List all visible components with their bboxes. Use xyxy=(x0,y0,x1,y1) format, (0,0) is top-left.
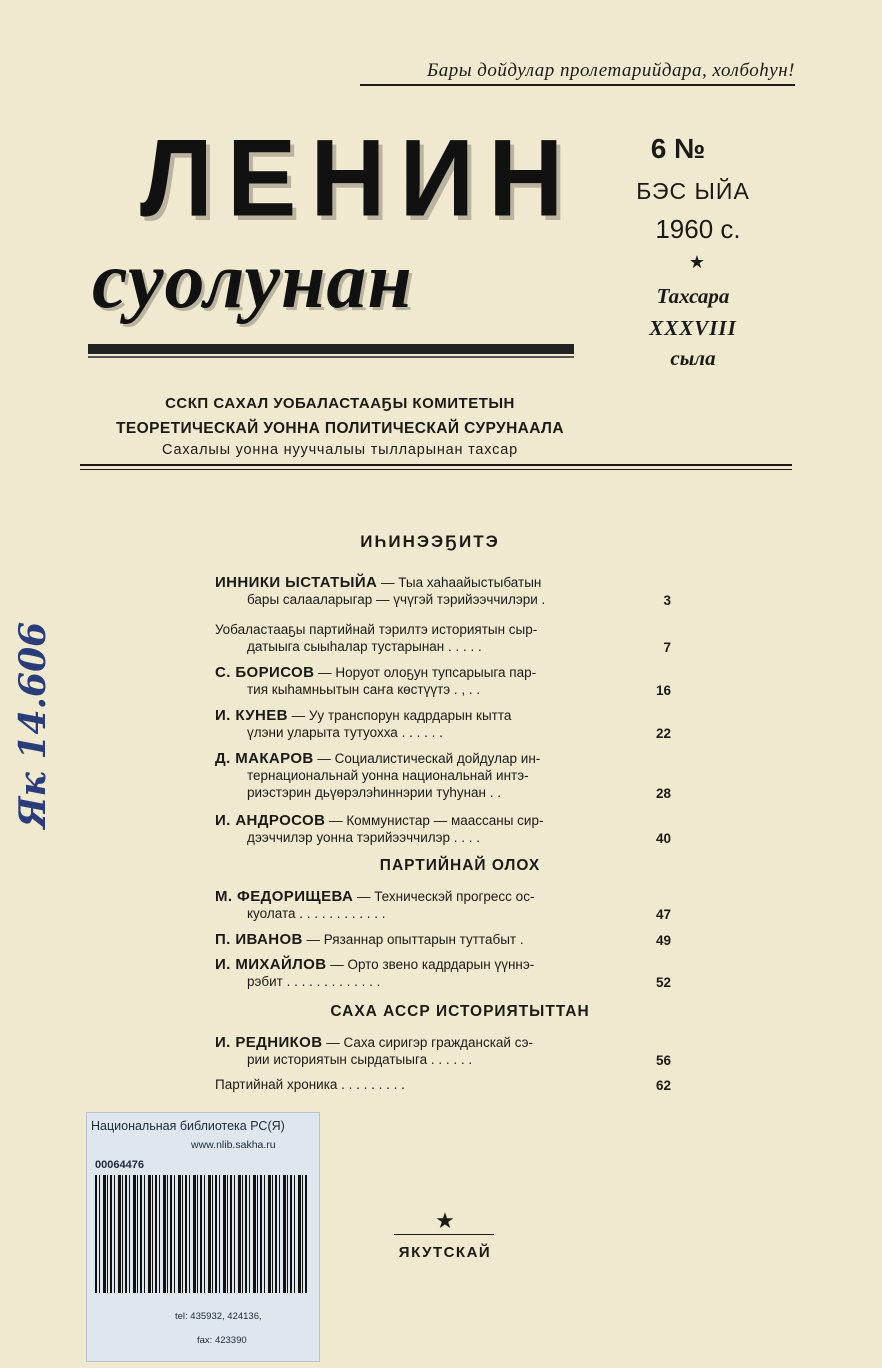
toc-item[interactable] xyxy=(215,750,675,801)
toc-text: тернациональнай уонна национальнай интэ- xyxy=(247,768,529,783)
issue-number: 6 № xyxy=(650,133,706,164)
inventory-code: 00064476 xyxy=(95,1159,144,1171)
footer-rule xyxy=(394,1234,494,1235)
toc-text: рэбит . . . . . . . . . . . . . xyxy=(247,974,381,989)
volume-unit: сыла xyxy=(670,346,716,370)
toc-page: 28 xyxy=(655,786,671,801)
masthead-rule xyxy=(88,344,574,354)
issue-year: 1960 с. xyxy=(655,214,741,244)
toc-author: П. ИВАНОВ xyxy=(215,931,303,948)
subtitle-line-3: Сахалыы уонна нууччалыы тылларынан тахсар xyxy=(162,442,518,458)
toc-item[interactable] xyxy=(215,574,675,608)
volume-label: Тахсара xyxy=(656,284,730,308)
section-heading: ПАРТИЙНАЙ ОЛОХ xyxy=(379,857,541,874)
toc-text: тия кыһамньытын саҥа көстүүтэ . , . . xyxy=(247,682,481,697)
call-number-stamp xyxy=(8,600,58,850)
toc-text: — Саха сиригэр гражданскай сэ- xyxy=(322,1035,534,1050)
toc-text: — Социалистическай дойдулар ин- xyxy=(313,751,541,766)
toc-author: И. РЕДНИКОВ xyxy=(215,1034,323,1051)
toc-text: — Уу транспорун кадрдарын кытта xyxy=(287,708,512,723)
toc-text: куолата . . . . . . . . . . . . xyxy=(247,906,386,921)
library-barcode-sticker xyxy=(86,1112,320,1362)
toc-page: 7 xyxy=(663,640,671,655)
toc-item[interactable] xyxy=(215,707,675,741)
toc-item[interactable] xyxy=(215,931,675,948)
toc-page: 62 xyxy=(655,1078,671,1093)
masthead-title-bottom: суолунан xyxy=(92,237,413,325)
barcode-icon xyxy=(95,1175,309,1293)
toc-item[interactable] xyxy=(215,956,675,990)
library-fax: fax: 423390 xyxy=(197,1335,247,1346)
toc-item[interactable] xyxy=(215,1034,675,1068)
toc-item[interactable] xyxy=(215,1076,675,1093)
toc-text: — Коммунистар — маассаны сир- xyxy=(325,813,544,828)
toc-item[interactable] xyxy=(215,621,675,655)
publisher-city: ЯКУТСКАЙ xyxy=(398,1244,492,1261)
masthead-rule-thin xyxy=(88,356,574,358)
toc-author: М. ФЕДОРИЩЕВА xyxy=(215,888,354,905)
call-number-text: Як 14.606 xyxy=(12,621,54,829)
toc-page: 16 xyxy=(655,683,671,698)
toc-author: И. АНДРОСОВ xyxy=(215,812,326,829)
header-divider xyxy=(80,464,792,466)
toc-text: Уобаластааҕы партийнай тэрилтэ историятын сыр- xyxy=(215,622,538,637)
toc-author: Д. МАКАРОВ xyxy=(215,750,314,767)
masthead-title-top: ЛЕНИН xyxy=(140,118,578,240)
toc-text: Партийнай хроника . . . . . . . . . xyxy=(215,1077,405,1092)
toc-text: — Норуот олоҕун тупсарыыга пар- xyxy=(314,665,537,680)
toc-author: С. БОРИСОВ xyxy=(215,664,315,681)
header-divider-thin xyxy=(80,469,792,470)
library-name: Национальная библиотека РС(Я) xyxy=(91,1119,285,1133)
toc-page: 22 xyxy=(655,726,671,741)
library-phone: tel: 435932, 424136, xyxy=(175,1311,262,1322)
toc-page: 56 xyxy=(655,1053,671,1068)
toc-page: 52 xyxy=(655,975,671,990)
toc-text: рии историятын сырдатыыга . . . . . . xyxy=(247,1052,473,1067)
toc-text: үлэни уларыта тутуохха . . . . . . xyxy=(247,725,443,740)
motto: Бары дойдулар пролетарийдара, холбоһун! xyxy=(360,60,795,86)
star-icon: ★ xyxy=(688,252,706,272)
toc-text: — Тыа хаһаайыстыбатын xyxy=(377,575,542,590)
toc-text: — Орто звено кадрдарын үүннэ- xyxy=(326,957,535,972)
section-heading: САХА АССР ИСТОРИЯТЫТТАН xyxy=(330,1003,590,1020)
toc-page: 40 xyxy=(655,831,671,846)
issue-month: БЭС ЫЙА xyxy=(636,178,750,204)
toc-item[interactable] xyxy=(215,812,675,846)
star-icon: ★ xyxy=(435,1208,455,1233)
toc-author: И. МИХАЙЛОВ xyxy=(215,956,327,973)
toc-page: 47 xyxy=(655,907,671,922)
toc-text: риэстэрин дьүөрэлэһиннэрии туһунан . . xyxy=(247,785,502,800)
toc-author: И. КУНЕВ xyxy=(215,707,288,724)
toc-author: ИННИКИ ЫСТАТЫЙА xyxy=(215,574,378,591)
toc-item[interactable] xyxy=(215,664,675,698)
subtitle-line-2: ТЕОРЕТИЧЕСКАЙ УОННА ПОЛИТИЧЕСКАЙ СУРУНААЛА xyxy=(116,420,564,437)
toc-text: бары салааларыгар — үчүгэй тэрийээччилэри . xyxy=(247,592,546,607)
library-website: www.nlib.sakha.ru xyxy=(191,1139,276,1151)
toc-text: — Рязаннар опыттарын туттабыт . xyxy=(302,932,524,947)
toc-item[interactable] xyxy=(215,888,675,922)
contents-title: ИҺИНЭЭҔИТЭ xyxy=(360,532,500,551)
toc-text: датыыга сыыһалар тустарынан . . . . . xyxy=(247,639,482,654)
volume-number: XXXVIII xyxy=(649,316,737,340)
subtitle-line-1: ССКП САХАЛ УОБАЛАСТААҔЫ КОМИТЕТЫН xyxy=(165,395,515,412)
toc-text: дээччилэр уонна тэрийээччилэр . . . . xyxy=(247,830,481,845)
toc-text: — Техническэй прогресс ос- xyxy=(353,889,535,904)
toc-page: 49 xyxy=(655,933,671,948)
toc-page: 3 xyxy=(663,593,671,608)
